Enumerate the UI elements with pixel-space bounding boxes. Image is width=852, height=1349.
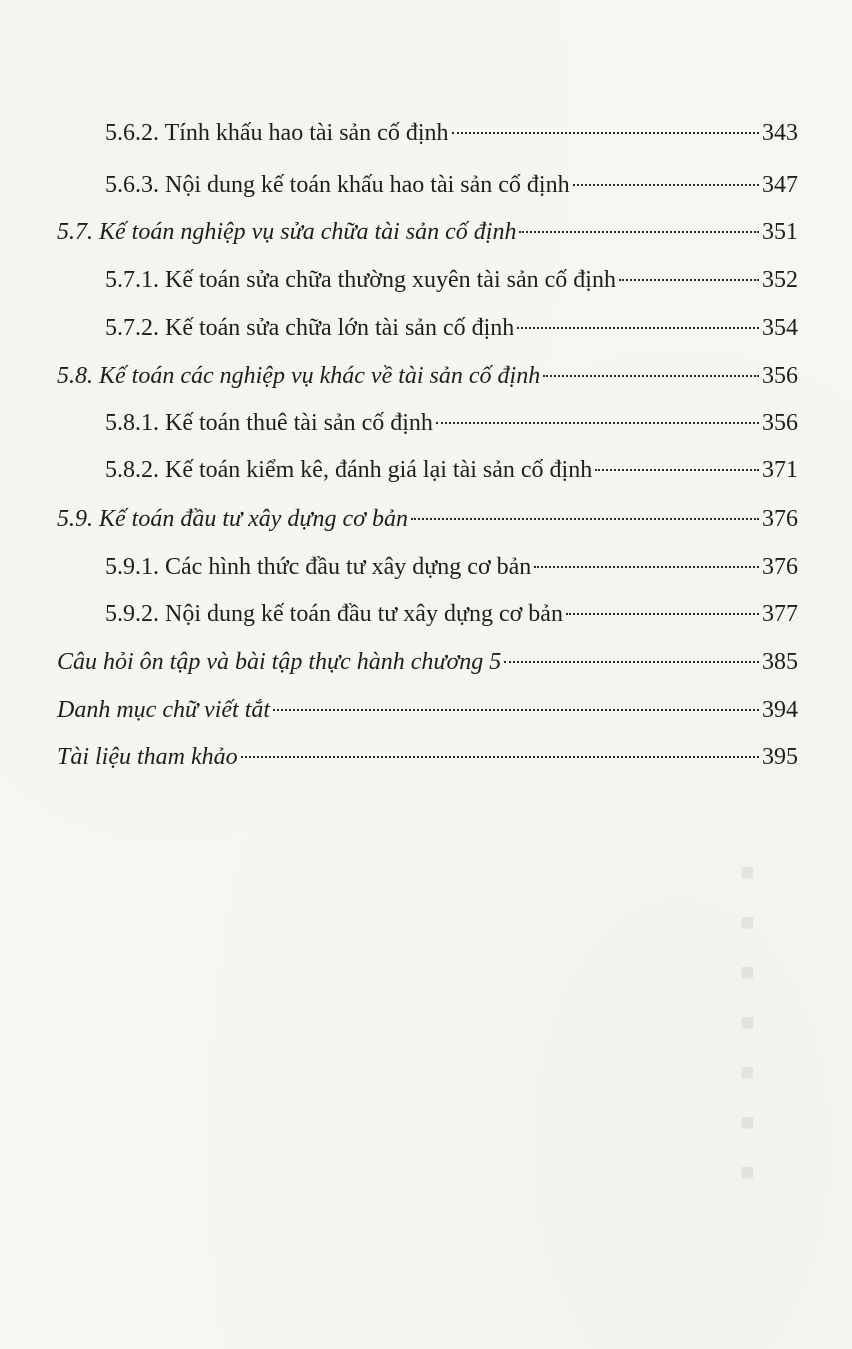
dot-leader [519,231,759,233]
toc-entry-page: 356 [762,363,798,389]
toc-entry-title: Câu hỏi ôn tập và bài tập thực hành chương 5 [57,649,502,675]
dot-leader [504,661,759,663]
dot-leader [619,279,759,281]
toc-entry [105,407,798,439]
toc-entry-title: 5.9. Kế toán đầu tư xây dựng cơ bản [57,506,408,532]
toc-entry [105,117,798,149]
toc-entry-title: Tài liệu tham khảo [57,744,238,770]
toc-entry-page: 395 [762,744,798,770]
dot-leader [452,132,760,134]
toc-entry-title: 5.9.1. Các hình thức đầu tư xây dựng cơ bản [105,554,532,580]
toc-entry-page: 354 [762,315,798,341]
toc-entry [105,598,798,630]
toc-entry-page: 376 [762,554,798,580]
toc-entry-page: 394 [762,697,798,723]
toc-entry-page: 352 [762,267,798,293]
dot-leader [517,327,759,329]
toc-entry-title: 5.9.2. Nội dung kế toán đầu tư xây dựng cơ bản [105,601,563,627]
dot-leader [595,469,759,471]
toc-entry-page: 371 [762,457,798,483]
dot-leader [436,422,759,424]
toc-entry [57,360,798,392]
book-page: ■ ■ ■ ■ ■ ■ ■ 5.6.2. Tính khấu hao tài sản cố định 343 5.6.3. Nội dung kế toán khấu hao tài sản cố định 347 5.7. Kế toán nghiệp vụ sửa chữa tài sản cố định 351 5.7.1. Kế toán sửa chữa thường xuyên tài sản cố định 352 5.7.2. Kế toán sửa chữa lớn tài sản cố định 354 5.8. Kế toán các nghiệp vụ khác về tài sản cố định 356 5.8.1. Kế toán thuê tài sản cố định 356 5.8.2. Kế toán kiểm kê, đánh giá lại tài sản cố định 371 5.9. Kế toán đầu tư xây dựng cơ bản 376 5.9.1. Các hình thức đầu tư xây dựng cơ bản 376 5.9.2. Nội dung kế toán đầu tư xây dựng cơ bản 377 Câu hỏi ôn tập và bài tập thực hành chương 5 385 Danh mục chữ viết tắt 394 Tài liệu tham khảo 395 [0,0,852,1349]
toc-entry [105,312,798,344]
toc-entry-title: 5.8. Kế toán các nghiệp vụ khác về tài sản cố định [57,363,541,389]
toc-entry-title: 5.8.1. Kế toán thuê tài sản cố định [105,410,433,436]
toc-entry-page: 347 [762,172,798,198]
toc-entry [105,551,798,583]
toc-entry-page: 385 [762,649,798,675]
toc-entry-title: 5.7. Kế toán nghiệp vụ sửa chữa tài sản cố định [57,219,517,245]
toc-entry-title: 5.7.2. Kế toán sửa chữa lớn tài sản cố định [105,315,515,341]
toc-entry-page: 356 [762,410,798,436]
toc-entry [57,646,798,678]
dot-leader [543,375,759,377]
dot-leader [411,518,759,520]
dot-leader [566,613,759,615]
toc-entry-title: Danh mục chữ viết tắt [57,697,271,723]
toc-entry [57,694,798,726]
toc-entry-title: 5.6.3. Nội dung kế toán khấu hao tài sản cố định [105,172,570,198]
toc-entry-page: 351 [762,219,798,245]
toc-entry [57,741,798,773]
toc-entry [57,216,798,248]
toc-entry [105,454,798,486]
toc-entry-title: 5.7.1. Kế toán sửa chữa thường xuyên tài sản cố định [105,267,616,293]
toc-entry-title: 5.6.2. Tính khấu hao tài sản cố định [105,120,449,146]
toc-entry-page: 343 [762,120,798,146]
toc-entry [105,264,798,296]
dot-leader [573,184,759,186]
toc-entry [57,503,798,535]
toc-entry [105,169,798,201]
toc-entry-title: 5.8.2. Kế toán kiểm kê, đánh giá lại tài sản cố định [105,457,593,483]
dot-leader [241,756,759,758]
toc-entry-page: 376 [762,506,798,532]
dot-leader [534,566,759,568]
dot-leader [273,709,759,711]
toc-entry-page: 377 [762,601,798,627]
